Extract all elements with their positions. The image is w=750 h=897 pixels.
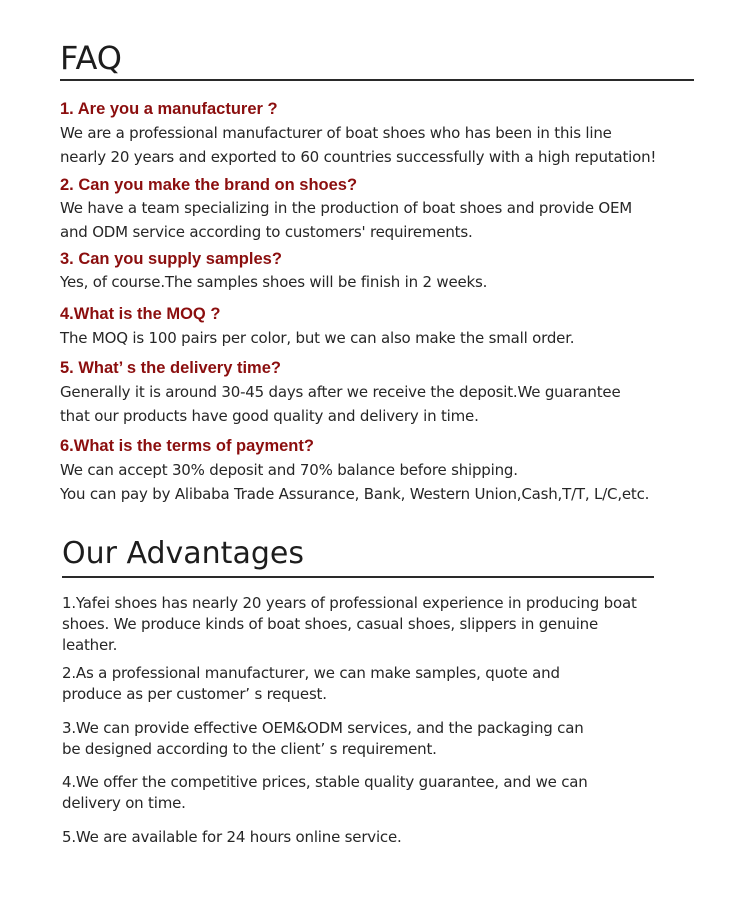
faq-answer-5-line-2: that our products have good quality and delivery in time. (60, 407, 479, 425)
advantages-title: Our Advantages (62, 536, 304, 571)
faq-answer-4 (60, 326, 574, 350)
advantage-item-5 (62, 827, 402, 848)
advantage-4-line-1: 4.We offer the competitive prices, stable quality guarantee, and we can (62, 773, 588, 791)
advantage-item-2 (62, 663, 560, 705)
faq-question-3: 3. Can you supply samples? (60, 250, 282, 268)
faq-title: FAQ (60, 39, 122, 77)
advantage-1-line-1: 1.Yafei shoes has nearly 20 years of professional experience in producing boat (62, 594, 637, 612)
faq-answer-5-line-1: Generally it is around 30-45 days after we receive the deposit.We guarantee (60, 383, 621, 401)
faq-answer-1-line-2: nearly 20 years and exported to 60 countries successfully with a high reputation! (60, 148, 657, 166)
faq-question-5: 5. What’ s the delivery time? (60, 359, 281, 377)
advantage-2-line-1: 2.As a professional manufacturer, we can make samples, quote and (62, 664, 560, 682)
faq-answer-6 (60, 458, 649, 506)
faq-answer-3 (60, 270, 487, 294)
faq-answer-6-line-2: You can pay by Alibaba Trade Assurance, Bank, Western Union,Cash,T/T, L/C,etc. (60, 485, 650, 503)
faq-answer-2-line-1: We have a team specializing in the production of boat shoes and provide OEM (60, 199, 633, 217)
faq-answer-1 (60, 121, 656, 169)
faq-divider (60, 79, 694, 81)
advantage-1-line-2: shoes. We produce kinds of boat shoes, casual shoes, slippers in genuine (62, 615, 598, 633)
faq-answer-5 (60, 380, 620, 428)
advantage-1-line-3: leather. (62, 636, 118, 654)
faq-question-4: 4.What is the MOQ ? (60, 305, 221, 323)
faq-answer-4-line-1: The MOQ is 100 pairs per color, but we can also make the small order. (60, 329, 575, 347)
faq-answer-6-line-1: We can accept 30% deposit and 70% balance before shipping. (60, 461, 518, 479)
advantage-5-line-1: 5.We are available for 24 hours online service. (62, 828, 402, 846)
advantage-3-line-2: be designed according to the client’ s requirement. (62, 740, 437, 758)
faq-answer-2 (60, 196, 632, 244)
advantage-item-3 (62, 718, 584, 760)
advantages-divider (62, 576, 654, 578)
advantage-item-4 (62, 772, 588, 814)
faq-answer-2-line-2: and ODM service according to customers' requirements. (60, 223, 473, 241)
advantage-4-line-2: delivery on time. (62, 794, 186, 812)
faq-question-6: 6.What is the terms of payment? (60, 437, 314, 455)
faq-question-1: 1. Are you a manufacturer ? (60, 100, 278, 118)
advantage-item-1 (62, 593, 637, 656)
faq-question-2: 2. Can you make the brand on shoes? (60, 176, 358, 194)
faq-answer-1-line-1: We are a professional manufacturer of boat shoes who has been in this line (60, 124, 612, 142)
advantage-3-line-1: 3.We can provide effective OEM&ODM services, and the packaging can (62, 719, 584, 737)
advantage-2-line-2: produce as per customer’ s request. (62, 685, 327, 703)
faq-answer-3-line-1: Yes, of course.The samples shoes will be finish in 2 weeks. (60, 273, 488, 291)
